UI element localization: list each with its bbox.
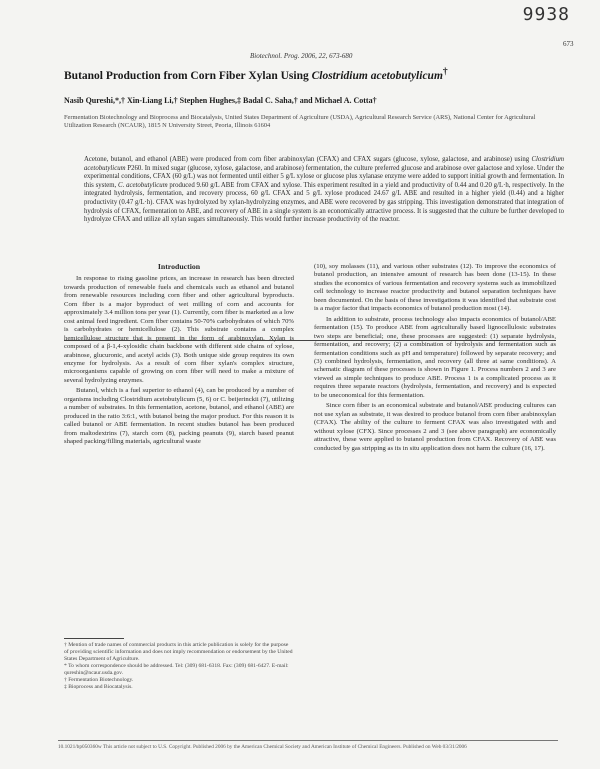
section-heading-introduction: Introduction — [157, 262, 201, 271]
title-text: Butanol Production from Corn Fiber Xylan Using — [64, 69, 312, 82]
right-column — [314, 263, 556, 453]
abstract-organism: C. acetobutylicum — [118, 181, 168, 189]
copyright-line: 10.1021/bp050360w This article not subject to U.S. Copyright. Published 2006 by the American Chemical Society and American Institute of Chemical Engineers. Published on Web 03/31/2006 — [58, 744, 467, 750]
paragraph: Since corn fiber is an economical substrate and butanol/ABE producing cultures can not use xylan as substrate, it was desired to produce butanol from corn fiber arabinoxylan (CFAX). The ability of the culture to ferment CFAX was also investigated with and without xylose (CFX). Since processes 2 and 3 (see above paragraph) are economically attractive, these were applied to butanol production from CFAX. Recovery of ABE was conducted by gas stripping as its in situ application does not harm the culture (16, 17). — [314, 402, 556, 452]
abstract — [84, 156, 564, 225]
footnote: † Fermentation Biotechnology. — [64, 677, 134, 683]
paragraph: In response to rising gasoline prices, an increase in research has been directed towards production of renewable fuels and chemicals such as ethanol and butanol from renewable resources including corn fiber and other agricultural byproducts. Corn fiber is a major byproduct of wet milling of corn and accounts for approximately 3.4 million tons per year (1). Currently, corn fiber is marketed as a low cost animal feed ingredient. Corn fiber contains 50-70% carbohydrates of which 70% is carbohydrates or hemicellulose (2). This substrate contains a complex hemicellulose structure that is present in the form of arabinoxylan. Xylan is composed of a β-1,4-xylosidic chain backbone with different side chains of xylose, arabinose, glucuronic, and acetyl acids (3). Both unique side group requires its own enzyme for hydrolysis. As a result of corn fiber xylan's complex structure, microorganisms capable of growing on corn fiber will need to make a mixture of several hydrolyzing enzymes. — [64, 275, 294, 384]
abstract-part: P260. In mixed sugar (glucose, xylose, galactose, and arabinose) fermentation, the culture preferred glucose and arabinose over galactose and xylose. Under the experimental conditions, CFAX (60 g/L) was not fermented until either 5 g/L xylose or glucose plus xylanase enzyme were added to support initial growth and fermentation. In this system, — [84, 164, 564, 189]
footnote: ‡ Bioprocess and Biocatalysis. — [64, 684, 133, 690]
paragraph: (10), soy molasses (11), and various other substrates (12). To improve the economics of butanol production, an intensive amount of research has been done (13-15). In these studies the economics of various fermentation and recovery systems such as immobilized cell technology to increase reactor productivity and butanol separation techniques have been documented. On the basis of these investigations it was identified that substrate cost is a major factor that impacts economics of butanol production most (14). — [314, 263, 556, 313]
author-list: Nasib Qureshi,*,† Xin-Liang Li,† Stephen Hughes,‡ Badal C. Saha,† and Michael A. Cotta† — [64, 96, 377, 105]
title-organism: Clostridium acetobutylicum — [311, 69, 443, 82]
bottom-rule — [58, 740, 558, 741]
page-number: 673 — [563, 40, 574, 48]
affiliation: Fermentation Biotechnology and Bioprocess and Biocatalysis, United States Department of Agriculture (USDA), Agricultural Research Service (ARS), National Center for Agricultural Utilization Research (NCAUR), 1815 N University Street, Peoria, Illinois 61604 — [64, 114, 536, 130]
paragraph: Butanol, which is a fuel superior to ethanol (4), can be produced by a number of organisms including Clostridium acetobutylicum (5, 6) or C. beijerinckii (7), utilizing a number of substrates. In this fermentation, acetone, butanol, and ethanol (ABE) are produced in the ratio 3:6:1, with butanol being the major product. For this reason it is called butanol or ABE fermentation. In recent studies butanol has been produced from maltodextrins (7), starch corn (8), packing peanuts (9), starch based peanut shaped packing/filling materials, agricultural waste — [64, 387, 294, 446]
footnote-rule — [64, 638, 124, 639]
paragraph: In addition to substrate, process technology also impacts economics of butanol/ABE fermentation (15). To produce ABE from agriculturally based lignocellulosic substrates two steps are beneficial; one, these processes are suggested: (1) separate hydrolysis, fermentation, and recovery; (2) a combination of hydrolysis and fermentation such as fermentation conditions such as pH and temperature) followed by separate recovery; and (3) combined hydrolysis, fermentation, and recovery (all three at same conditions). A schematic diagram of these processes is shown in Figure 1. Process numbers 2 and 3 are viewed as simple techniques to produce ABE. Process 1 is a complicated process as it requires three separate reactors (hydrolysis, fermentation, and recovery) and is expected to be uneconomical for this fermentation. — [314, 315, 556, 399]
journal-citation: Biotechnol. Prog. 2006, 22, 673-680 — [250, 52, 353, 60]
left-column — [64, 263, 294, 447]
abstract-part: Acetone, butanol, and ethanol (ABE) were produced from corn fiber arabinoxylan (CFAX) and CFAX sugars (glucose, xylose, galactose, and arabinose) using — [84, 156, 532, 163]
footnote: † Mention of trade names of commercial products in this article publication is solely for the purpose of providing scientific information and does not imply recommendation or endorsement by the United States Department of Agriculture. — [64, 642, 293, 662]
footnotes — [64, 642, 294, 691]
footnote: * To whom correspondence should be addressed. Tel: (309) 681-6318. Fax: (309) 681-6427. E-mail: qureshin@ncaur.usda.gov. — [64, 663, 289, 676]
title-marker: † — [442, 66, 448, 77]
abstract-part: produced 9.60 g/L ABE from CFAX and xylose. This experiment resulted in a yield and productivity of 0.44 and 0.20 g/L·h, respectively. In the integrated hydrolysis, fermentation, and recovery process, 60 g/L CFAX and 5 g/L xylose produced 24.67 g/L ABE and resulted in a higher yield (0.44) and a higher productivity (0.47 g/L·h). CFAX was hydrolyzed by xylan-hydrolyzing enzymes, and ABE were recovered by gas stripping. This investigation demonstrated that integration of hydrolysis of CFAX, fermentation to ABE, and recovery of ABE in a single system is an economically attractive process. It is suggested that the culture be further developed to hydrolyze CFAX and utilize all xylan sugars simultaneously. This would further increase productivity of the reactor. — [84, 181, 564, 224]
abstract-organism: Clostridium acetobutylicum — [84, 156, 564, 172]
archive-stamp: 9938 — [522, 4, 570, 25]
paper-title — [64, 66, 448, 82]
